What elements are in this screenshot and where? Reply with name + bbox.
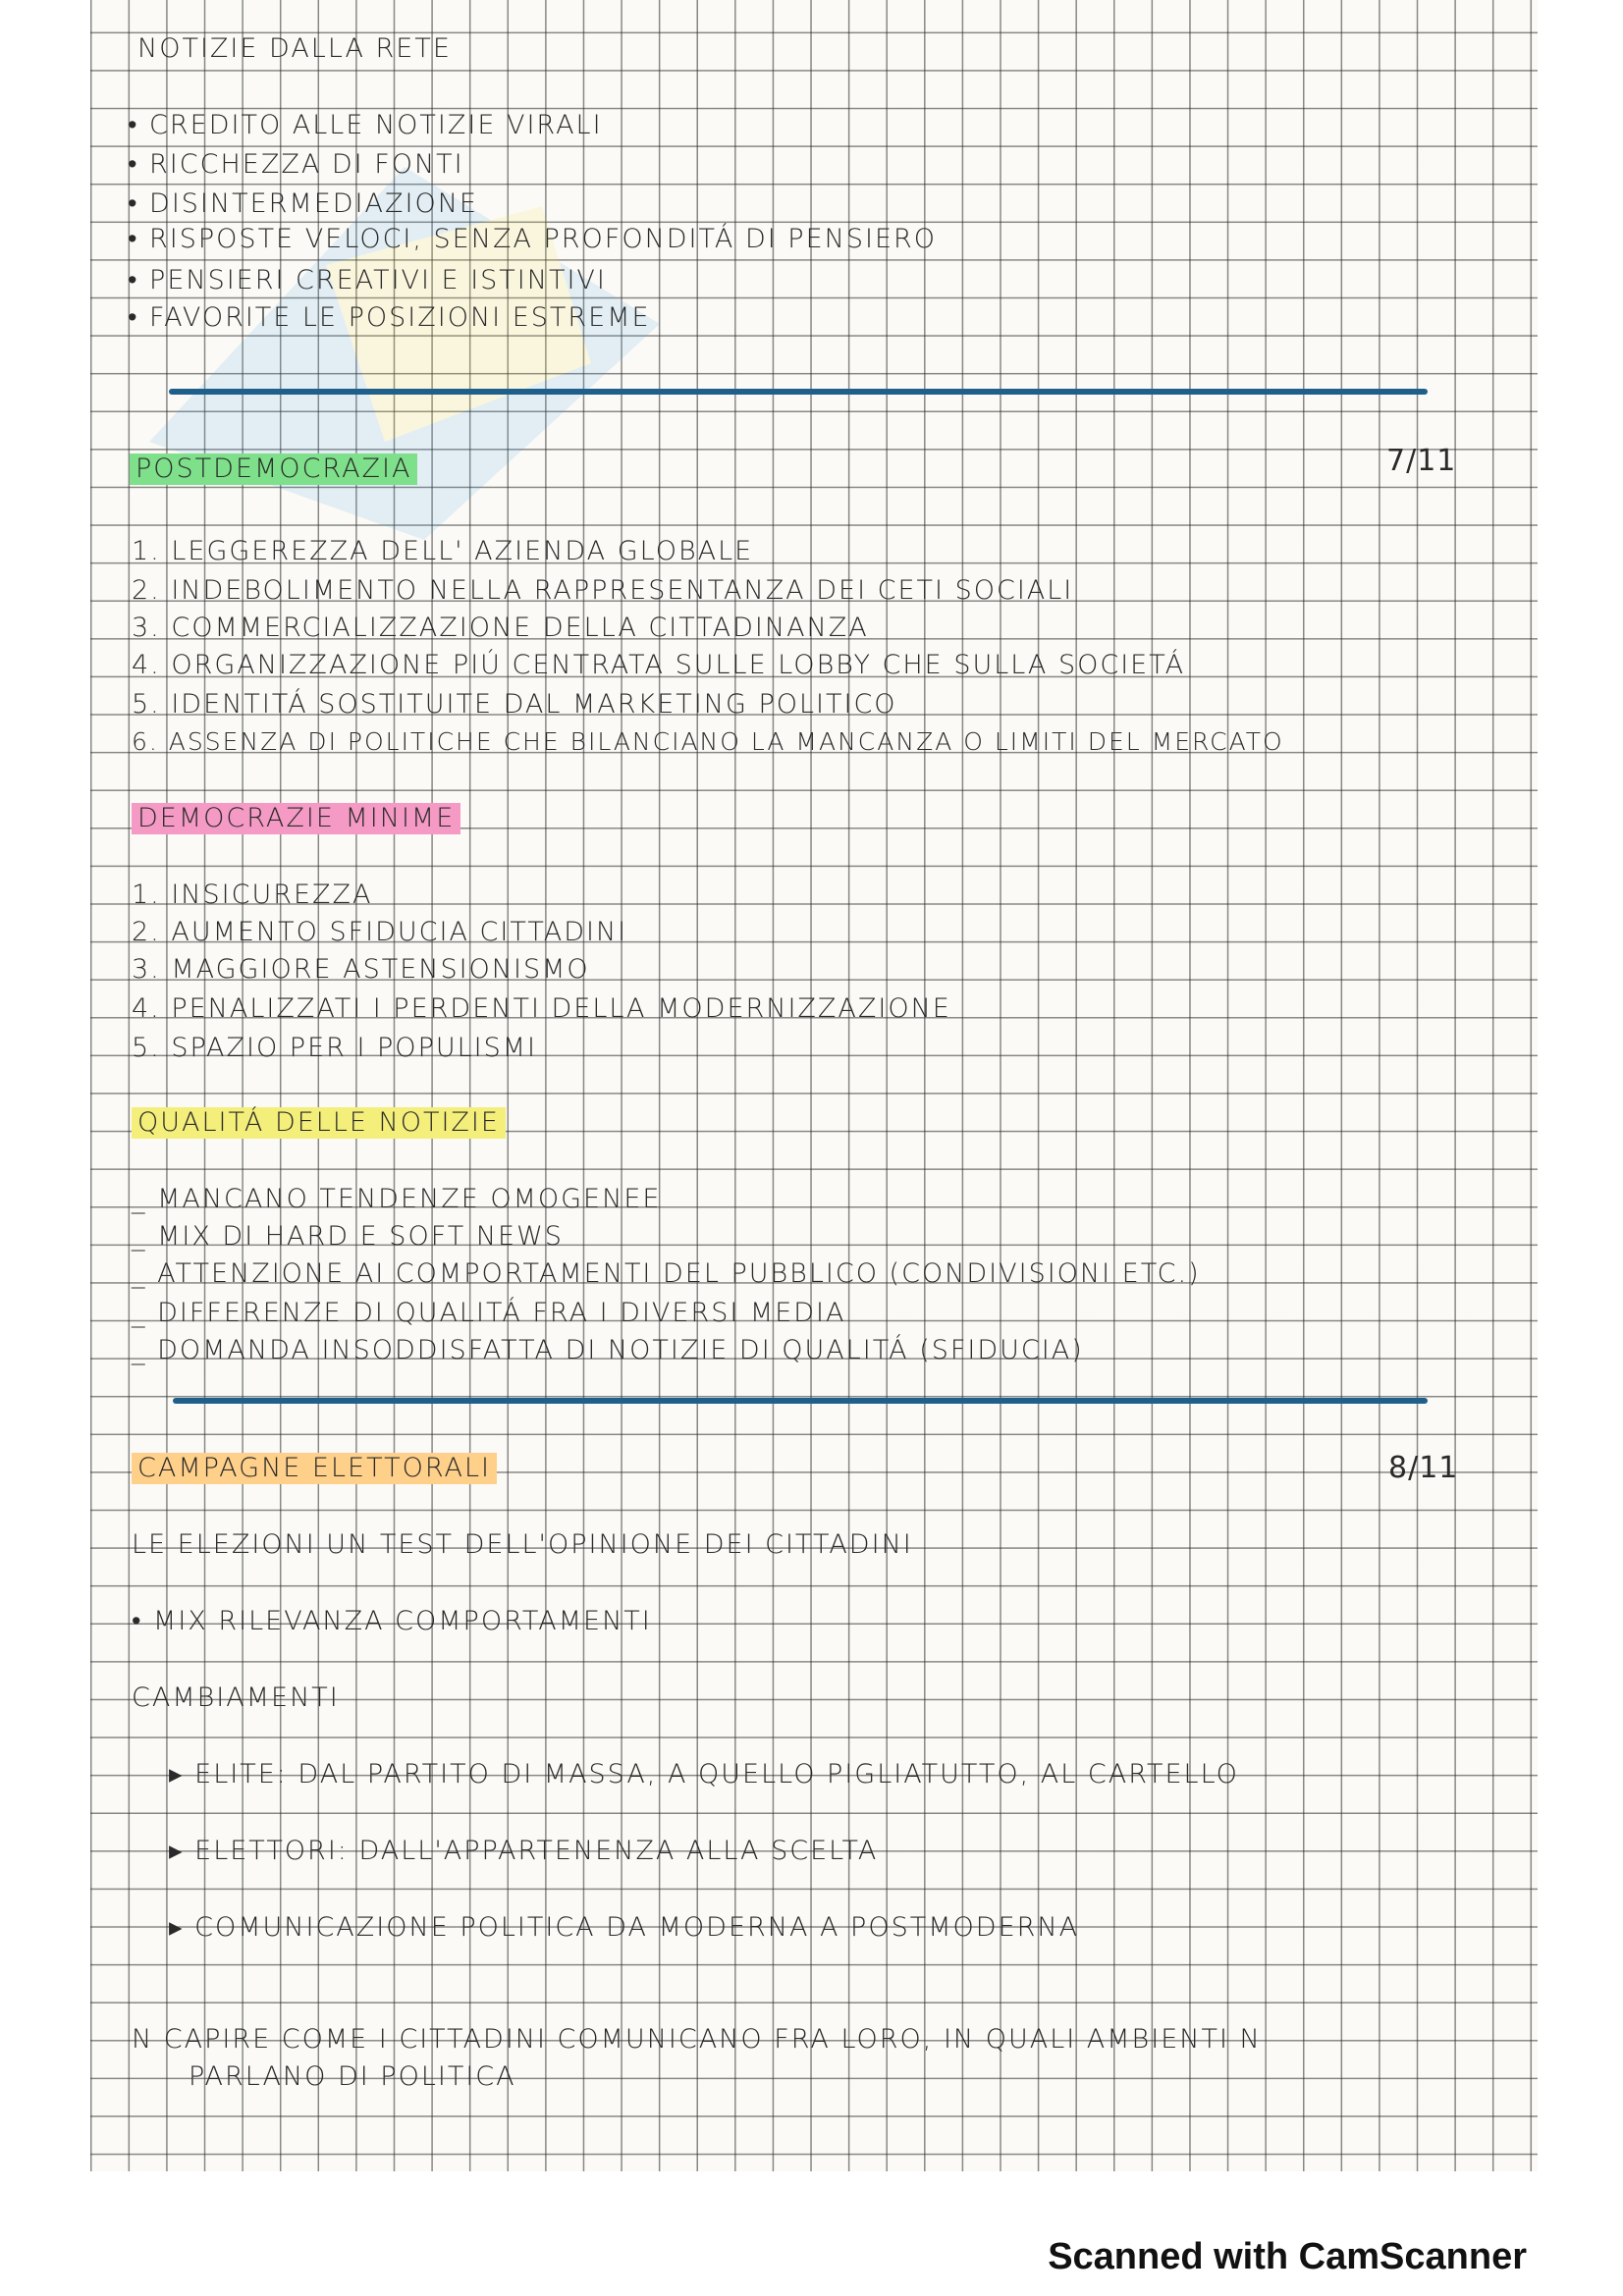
- section5-date: 8/11: [1388, 1451, 1459, 1485]
- section5-line: LE ELEZIONI UN TEST DELL'OPINIONE DEI CITTADINI: [132, 1529, 913, 1560]
- divider-rule: [169, 389, 1428, 395]
- section3-item: 5. SPAZIO PER I POPULISMI: [132, 1033, 538, 1063]
- section1-title: NOTIZIE DALLA RETE: [137, 33, 452, 64]
- section3-title: DEMOCRAZIE MINIME: [132, 803, 460, 834]
- section1-item: • DISINTERMEDIAZIONE: [128, 188, 478, 219]
- section4-item: _ ATTENZIONE AI COMPORTAMENTI DEL PUBBLICO (CONDIVISIONI ETC.): [132, 1258, 1201, 1289]
- section3-item: 3. MAGGIORE ASTENSIONISMO: [132, 954, 590, 985]
- section5-note: PARLANO DI POLITICA: [189, 2061, 516, 2092]
- section2-item: 2. INDEBOLIMENTO NELLA RAPPRESENTANZA DEI CETI SOCIALI: [132, 575, 1074, 606]
- section2-date: 7/11: [1386, 444, 1457, 478]
- section5-note: N CAPIRE COME I CITTADINI COMUNICANO FRA LORO, IN QUALI AMBIENTI N: [132, 2024, 1262, 2055]
- section1-item: • RICCHEZZA DI FONTI: [128, 149, 464, 180]
- section2-item: 5. IDENTITÁ SOSTITUITE DAL MARKETING POLITICO: [132, 689, 897, 720]
- section3-item: 4. PENALIZZATI I PERDENTI DELLA MODERNIZZAZIONE: [132, 993, 951, 1024]
- section1-item: • RISPOSTE VELOCI, SENZA PROFONDITÁ DI PENSIERO: [128, 224, 938, 254]
- section5-change: ▸ COMUNICAZIONE POLITICA DA MODERNA A POSTMODERNA: [169, 1912, 1080, 1943]
- section1-item: • FAVORITE LE POSIZIONI ESTREME: [128, 302, 651, 333]
- section5-title: CAMPAGNE ELETTORALI: [132, 1453, 497, 1484]
- section3-item: 2. AUMENTO SFIDUCIA CITTADINI: [132, 917, 628, 947]
- section2-item: 4. ORGANIZZAZIONE PIÚ CENTRATA SULLE LOBBY CHE SULLA SOCIETÁ: [132, 650, 1186, 680]
- section5-change: ▸ ELITE: DAL PARTITO DI MASSA, A QUELLO PIGLIATUTTO, AL CARTELLO: [169, 1759, 1239, 1789]
- section1-item: • PENSIERI CREATIVI E ISTINTIVI: [128, 265, 607, 295]
- section2-item: 6. ASSENZA DI POLITICHE CHE BILANCIANO LA MANCANZA O LIMITI DEL MERCATO: [132, 727, 1284, 756]
- divider-rule: [173, 1398, 1428, 1404]
- section2-item: 1. LEGGEREZZA DELL' AZIENDA GLOBALE: [132, 536, 754, 566]
- grid-paper: [90, 0, 1538, 2171]
- section3-item: 1. INSICUREZZA: [132, 880, 373, 910]
- scanner-footer: Scanned with CamScanner: [1048, 2236, 1527, 2277]
- section1-item: • CREDITO ALLE NOTIZIE VIRALI: [128, 110, 603, 140]
- section2-item: 3. COMMERCIALIZZAZIONE DELLA CITTADINANZA: [132, 613, 869, 643]
- section4-item: _ DOMANDA INSODDISFATTA DI NOTIZIE DI QUALITÁ (SFIDUCIA): [132, 1335, 1084, 1365]
- section4-item: _ MANCANO TENDENZE OMOGENEE: [132, 1184, 662, 1214]
- section5-subtitle: CAMBIAMENTI: [132, 1682, 340, 1713]
- section4-item: _ DIFFERENZE DI QUALITÁ FRA I DIVERSI MEDIA: [132, 1298, 846, 1328]
- section4-title: QUALITÁ DELLE NOTIZIE: [132, 1107, 506, 1139]
- section5-line: • MIX RILEVANZA COMPORTAMENTI: [132, 1606, 652, 1636]
- section5-change: ▸ ELETTORI: DALL'APPARTENENZA ALLA SCELTA: [169, 1836, 879, 1866]
- section4-item: _ MIX DI HARD E SOFT NEWS: [132, 1221, 564, 1252]
- section2-title: POSTDEMOCRAZIA: [130, 454, 417, 485]
